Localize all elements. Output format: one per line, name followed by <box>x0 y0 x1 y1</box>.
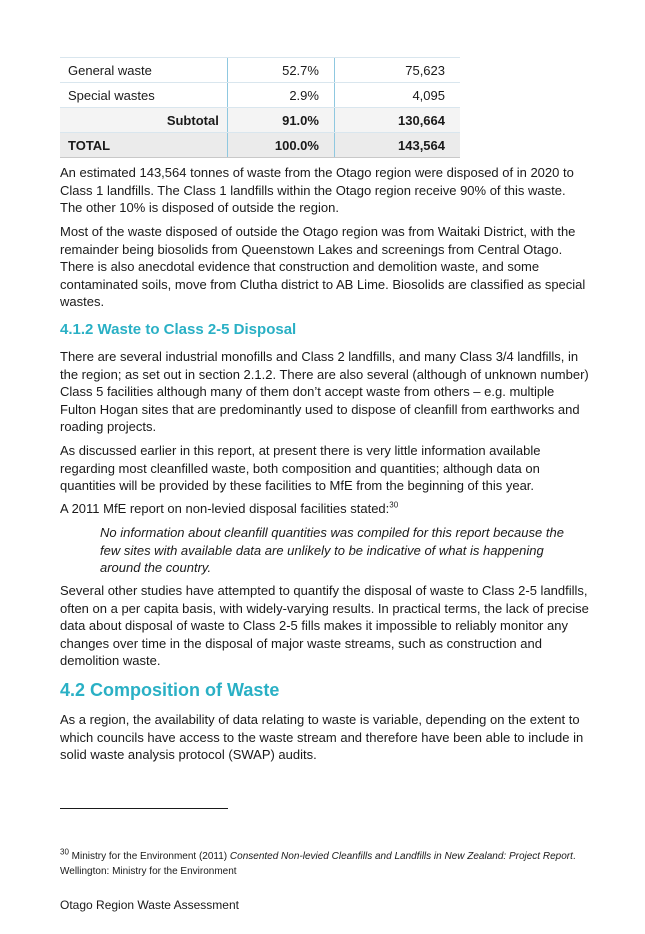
total-tonnes: 143,564 <box>334 133 460 158</box>
section-heading-4-1-2: 4.1.2 Waste to Class 2-5 Disposal <box>60 321 297 338</box>
paragraph-cleanfill-info: As discussed earlier in this report, at present there is very little information available regarding most cleanfilled waste, both composition and quantities; although data on quantities will be provided by these facilities to MfE from the beginning of this year. <box>60 443 541 493</box>
footnote-title: Consented Non-levied Cleanfills and Landfills in New Zealand: Project Report <box>229 851 573 862</box>
waste-disposal-table <box>60 57 460 158</box>
subtotal-row <box>60 108 460 133</box>
total-percent: 100.0% <box>227 133 334 158</box>
footnote-prefix: Ministry for the Environment (2011) <box>68 851 230 862</box>
table-row <box>60 58 460 83</box>
paragraph-mfe-report <box>60 500 590 518</box>
footnote-divider <box>60 808 228 809</box>
row-tonnes: 75,623 <box>334 58 460 83</box>
section-heading-4-2: 4.2 Composition of Waste <box>60 680 280 700</box>
footnote <box>60 849 600 879</box>
subtotal-tonnes: 130,664 <box>334 108 460 133</box>
page-footer: Otago Region Waste Assessment <box>60 898 239 912</box>
subtotal-label: Subtotal <box>60 108 227 133</box>
paragraph-outside-region: Most of the waste disposed of outside the Otago region was from Waitaki District, with the remainder being biosolids from Queenstown Lakes and screenings from Central Otago. There is also anecdotal evidence that construction and demolition waste, and some contaminated soils, move from Clutha district to AB Lime. Biosolids are classified as special wastes. <box>60 224 586 309</box>
row-percent: 2.9% <box>227 83 334 108</box>
paragraph-monofills: There are several industrial monofills and Class 2 landfills, and many Class 3/4 landfills, in the region; as set out in section 2.1.2. There are also several (although of unknown number) Class 5 facilities although many of them don’t accept waste from others – e.g. multiple Fulton Hogan sites that are predominantly used to dispose of cleanfill from earthworks and roading projects. <box>60 349 589 434</box>
table-row <box>60 83 460 108</box>
row-label: Special wastes <box>60 83 227 108</box>
row-label: General waste <box>60 58 227 83</box>
footnote-suffix: . Wellington: Ministry for the Environment <box>60 851 576 877</box>
mfe-report-text: A 2011 MfE report on non-levied disposal facilities stated: <box>60 501 390 516</box>
footnote-number: 30 <box>60 847 69 857</box>
total-row <box>60 133 460 158</box>
paragraph-composition: As a region, the availability of data relating to waste is variable, depending on the extent to which councils have access to the waste stream and therefore have been able to include in solid waste analysis protocol (SWAP) audits. <box>60 712 584 762</box>
subtotal-percent: 91.0% <box>227 108 334 133</box>
row-percent: 52.7% <box>227 58 334 83</box>
block-quote: No information about cleanfill quantities was compiled for this report because the few sites with available data are unlikely to be indicative of what is happening around the country. <box>100 525 564 575</box>
row-tonnes: 4,095 <box>334 83 460 108</box>
total-label: TOTAL <box>60 133 227 158</box>
paragraph-other-studies: Several other studies have attempted to quantify the disposal of waste to Class 2-5 landfills, often on a per capita basis, with widely-varying results. In practical terms, the lack of precise data about disposal of waste to Class 2-5 fills makes it impossible to reliably monitor any changes over time in the disposal of major waste streams, such as construction and demolition waste. <box>60 583 589 668</box>
paragraph-class1-landfills: An estimated 143,564 tonnes of waste from the Otago region were disposed of in 2020 to Class 1 landfills. The Class 1 landfills within the Otago region receive 90% of this waste. The other 10% is disposed of outside the region. <box>60 165 574 215</box>
footnote-ref: 30 <box>389 500 399 510</box>
